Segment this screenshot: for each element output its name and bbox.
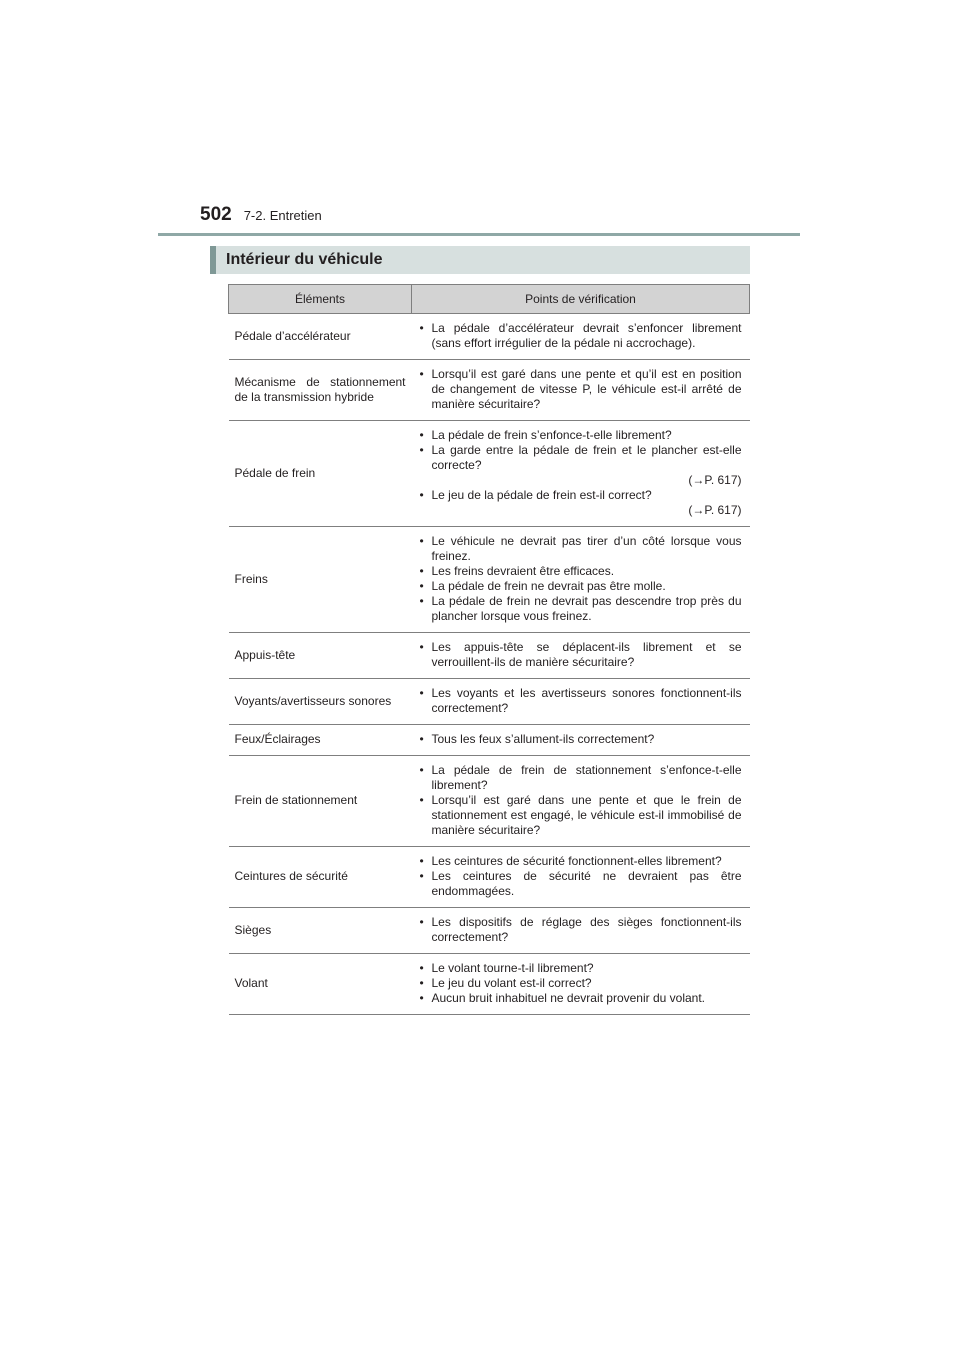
bullet-icon: • bbox=[419, 961, 424, 975]
table-row bbox=[229, 756, 750, 847]
checkpoint-text: La garde entre la pédale de frein et le plancher est-elle correcte? bbox=[431, 443, 742, 472]
section-title: Intérieur du véhicule bbox=[226, 251, 383, 268]
checkpoint-item bbox=[418, 854, 742, 869]
checkpoint-text: La pédale de frein ne devrait pas descendre trop près du plancher lorsque vous freinez. bbox=[431, 594, 742, 623]
checkpoint-text: Le jeu du volant est-il correct? bbox=[431, 976, 592, 990]
checkpoint-item bbox=[418, 961, 742, 976]
row-item-label: Voyants/avertisseurs sonores bbox=[229, 679, 412, 725]
checkpoint-item bbox=[418, 428, 742, 443]
checkpoint-text: Les ceintures de sécurité fonctionnent-elles librement? bbox=[431, 854, 722, 868]
bullet-icon: • bbox=[419, 564, 424, 578]
bullet-icon: • bbox=[419, 763, 424, 777]
row-item-label: Ceintures de sécurité bbox=[229, 847, 412, 908]
checkpoint-text: Les dispositifs de réglage des sièges fonctionnent-ils correctement? bbox=[431, 915, 742, 944]
checkpoint-item bbox=[418, 594, 742, 624]
bullet-icon: • bbox=[419, 915, 424, 929]
checkpoint-item bbox=[418, 443, 742, 488]
row-checkpoints bbox=[412, 756, 750, 847]
row-item-label: Feux/Éclairages bbox=[229, 725, 412, 756]
checkpoint-item bbox=[418, 915, 742, 945]
bullet-icon: • bbox=[419, 443, 424, 457]
checkpoint-item bbox=[418, 869, 742, 899]
table-row bbox=[229, 847, 750, 908]
row-checkpoints bbox=[412, 633, 750, 679]
table-header-row bbox=[229, 285, 750, 314]
checkpoint-item bbox=[418, 367, 742, 412]
table-row bbox=[229, 360, 750, 421]
bullet-icon: • bbox=[419, 594, 424, 608]
row-checkpoints bbox=[412, 847, 750, 908]
row-checkpoints bbox=[412, 725, 750, 756]
bullet-icon: • bbox=[419, 367, 424, 381]
checkpoint-text: La pédale de frein s’enfonce-t-elle librement? bbox=[431, 428, 672, 442]
table-row bbox=[229, 908, 750, 954]
checkpoint-item bbox=[418, 686, 742, 716]
row-checkpoints bbox=[412, 314, 750, 360]
page-reference: (→P. 617) bbox=[688, 473, 742, 487]
checkpoint-text: Tous les feux s’allument-ils correctement? bbox=[431, 732, 655, 746]
row-item-label: Pédale de frein bbox=[229, 421, 412, 527]
row-item-label: Sièges bbox=[229, 908, 412, 954]
checkpoint-item bbox=[418, 793, 742, 838]
checkpoint-text: Les voyants et les avertisseurs sonores fonctionnent-ils correctement? bbox=[431, 686, 742, 715]
bullet-icon: • bbox=[419, 640, 424, 654]
table-row bbox=[229, 954, 750, 1015]
row-item-label: Appuis-tête bbox=[229, 633, 412, 679]
page-number: 502 bbox=[200, 204, 232, 225]
checkpoint-text: Les appuis-tête se déplacent-ils librement et se verrouillent-ils de manière sécuritaire? bbox=[431, 640, 742, 669]
bullet-icon: • bbox=[419, 732, 424, 746]
page-reference: (→P. 617) bbox=[688, 503, 742, 517]
checkpoint-text: Lorsqu’il est garé dans une pente et qu’il est en position de changement de vitesse P, le véhicule est-il arrêté de manière sécuritaire? bbox=[431, 367, 742, 411]
table-row bbox=[229, 527, 750, 633]
checkpoint-item bbox=[418, 976, 742, 991]
bullet-icon: • bbox=[419, 534, 424, 548]
column-header-items: Éléments bbox=[229, 285, 412, 314]
checkpoint-text: Les freins devraient être efficaces. bbox=[431, 564, 615, 578]
checkpoint-item bbox=[418, 564, 742, 579]
page-header bbox=[200, 204, 322, 230]
column-header-checkpoints: Points de vérification bbox=[412, 285, 750, 314]
row-item-label: Pédale d’accélérateur bbox=[229, 314, 412, 360]
checkpoint-item bbox=[418, 763, 742, 793]
checkpoint-text: Le volant tourne-t-il librement? bbox=[431, 961, 594, 975]
checkpoint-item bbox=[418, 488, 742, 518]
table-row bbox=[229, 633, 750, 679]
bullet-icon: • bbox=[419, 321, 424, 335]
table-row bbox=[229, 314, 750, 360]
checkpoint-item bbox=[418, 640, 742, 670]
bullet-icon: • bbox=[419, 869, 424, 883]
checkpoint-text: La pédale de frein ne devrait pas être molle. bbox=[431, 579, 666, 593]
bullet-icon: • bbox=[419, 579, 424, 593]
table-body bbox=[229, 314, 750, 1015]
checkpoint-item bbox=[418, 579, 742, 594]
bullet-icon: • bbox=[419, 976, 424, 990]
row-checkpoints bbox=[412, 679, 750, 725]
section-title-box bbox=[210, 246, 750, 274]
row-checkpoints bbox=[412, 360, 750, 421]
header-rule bbox=[158, 233, 800, 236]
checkpoint-text: Aucun bruit inhabituel ne devrait provenir du volant. bbox=[431, 991, 706, 1005]
bullet-icon: • bbox=[419, 428, 424, 442]
checkpoint-item bbox=[418, 991, 742, 1006]
bullet-icon: • bbox=[419, 854, 424, 868]
row-checkpoints bbox=[412, 908, 750, 954]
chapter-label: 7-2. Entretien bbox=[243, 208, 322, 223]
checkpoint-text: La pédale de frein de stationnement s’enfonce-t-elle librement? bbox=[431, 763, 742, 792]
checkpoint-text: Le jeu de la pédale de frein est-il correct? bbox=[431, 488, 652, 502]
checkpoint-text: Le véhicule ne devrait pas tirer d’un côté lorsque vous freinez. bbox=[431, 534, 742, 563]
checkpoint-item bbox=[418, 732, 742, 747]
row-checkpoints bbox=[412, 954, 750, 1015]
row-checkpoints bbox=[412, 421, 750, 527]
bullet-icon: • bbox=[419, 686, 424, 700]
inspection-table bbox=[228, 284, 750, 1015]
bullet-icon: • bbox=[419, 488, 424, 502]
row-item-label: Volant bbox=[229, 954, 412, 1015]
checkpoint-item bbox=[418, 534, 742, 564]
checkpoint-text: La pédale d’accélérateur devrait s’enfoncer librement (sans effort irrégulier de la pédale ni accrochage). bbox=[431, 321, 742, 350]
row-checkpoints bbox=[412, 527, 750, 633]
bullet-icon: • bbox=[419, 991, 424, 1005]
table-row bbox=[229, 725, 750, 756]
row-item-label: Mécanisme de stationnement de la transmission hybride bbox=[229, 360, 412, 421]
table-row bbox=[229, 421, 750, 527]
row-item-label: Frein de stationnement bbox=[229, 756, 412, 847]
bullet-icon: • bbox=[419, 793, 424, 807]
table-row bbox=[229, 679, 750, 725]
checkpoint-item bbox=[418, 321, 742, 351]
row-item-label: Freins bbox=[229, 527, 412, 633]
checkpoint-text: Lorsqu’il est garé dans une pente et que le frein de stationnement est engagé, le véhicule est-il immobilisé de manière sécuritaire? bbox=[431, 793, 742, 837]
checkpoint-text: Les ceintures de sécurité ne devraient pas être endommagées. bbox=[431, 869, 742, 898]
